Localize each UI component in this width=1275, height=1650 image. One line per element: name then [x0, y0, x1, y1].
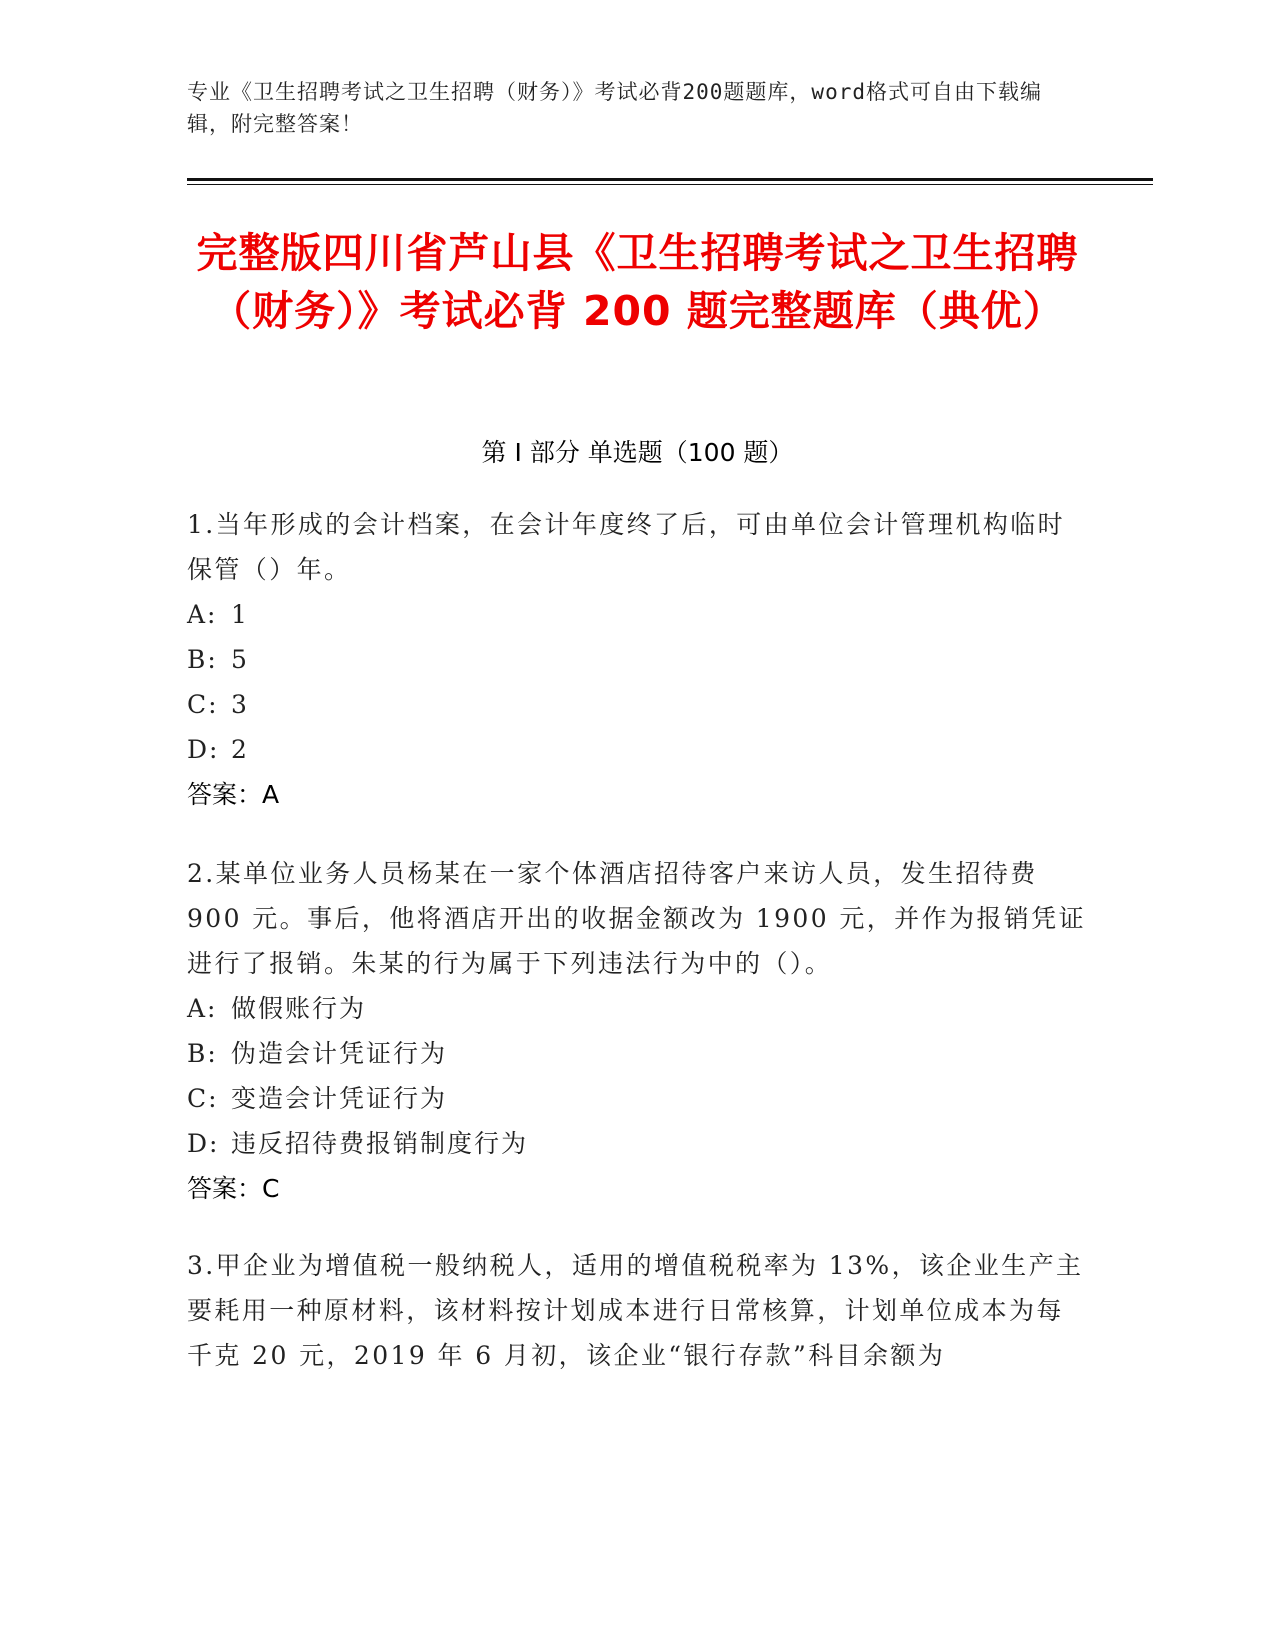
header-divider-thick — [187, 178, 1153, 181]
option-key: C: — [187, 690, 219, 719]
header-divider-thin — [187, 184, 1153, 185]
option-a — [187, 986, 1087, 1031]
question-text: 2.某单位业务人员杨某在一家个体酒店招待客户来访人员，发生招待费 900 元。事后，他将酒店开出的收据金额改为 1900 元，并作为报销凭证进行了报销。朱某的行为属于下列违法行为中的（）。 — [187, 859, 1086, 978]
question-1 — [187, 502, 1087, 817]
option-key: A: — [187, 600, 218, 629]
option-key: D: — [187, 735, 220, 764]
question-3 — [187, 1243, 1087, 1378]
question-2 — [187, 851, 1087, 1211]
question-text: 3.甲企业为增值税一般纳税人，适用的增值税税率为 13%，该企业生产主要耗用一种原材料，该材料按计划成本进行日常核算，计划单位成本为每千克 20 元，2019 年 6 月初，该企业“银行存款”科目余额为 — [187, 1251, 1084, 1370]
option-a — [187, 592, 1087, 637]
option-key: B: — [187, 1039, 218, 1068]
option-text: 5 — [231, 645, 249, 674]
option-text: 做假账行为 — [231, 994, 367, 1023]
option-key: D: — [187, 1129, 220, 1158]
option-d — [187, 1121, 1087, 1166]
option-key: C: — [187, 1084, 219, 1113]
option-text: 变造会计凭证行为 — [231, 1084, 448, 1113]
option-text: 违反招待费报销制度行为 — [231, 1129, 529, 1158]
option-c — [187, 1076, 1087, 1121]
option-key: A: — [187, 994, 218, 1023]
option-text: 伪造会计凭证行为 — [231, 1039, 448, 1068]
option-b — [187, 1031, 1087, 1076]
option-text: 3 — [231, 690, 249, 719]
question-text: 1.当年形成的会计档案，在会计年度终了后，可由单位会计管理机构临时保管（）年。 — [187, 510, 1066, 584]
answer: 答案：C — [187, 1174, 280, 1203]
option-b — [187, 637, 1087, 682]
option-text: 2 — [231, 735, 249, 764]
option-d — [187, 727, 1087, 772]
option-key: B: — [187, 645, 218, 674]
section-heading: 第 I 部分 单选题（100 题） — [481, 438, 794, 467]
answer: 答案：A — [187, 780, 280, 809]
option-c — [187, 682, 1087, 727]
option-text: 1 — [231, 600, 249, 629]
document-title: 完整版四川省芦山县《卫生招聘考试之卫生招聘（财务）》考试必背 200 题完整题库（典优） — [196, 229, 1079, 335]
header-note: 专业《卫生招聘考试之卫生招聘（财务）》考试必背200题题库，word格式可自由下载编辑，附完整答案！ — [187, 80, 1042, 136]
